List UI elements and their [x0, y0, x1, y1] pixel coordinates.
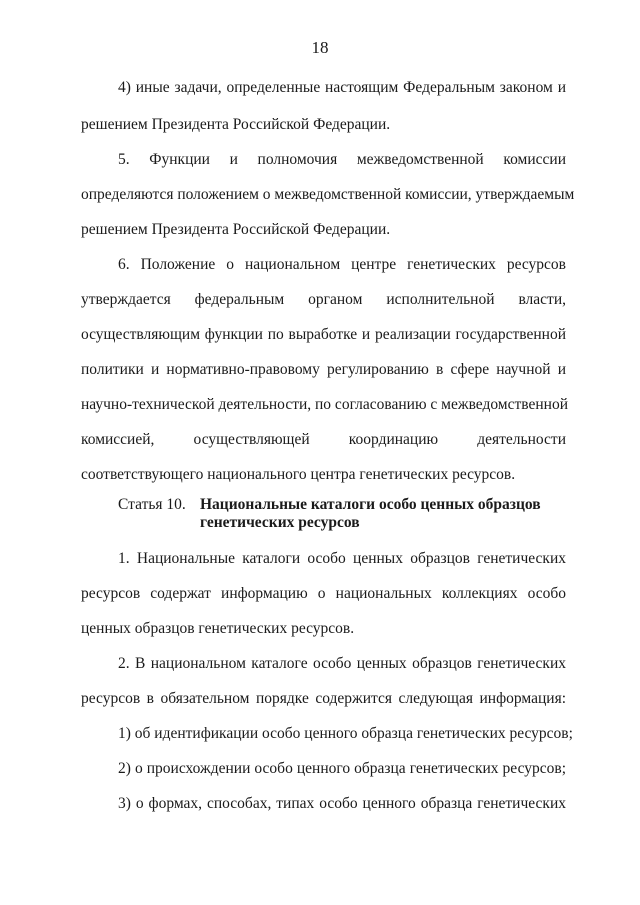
paragraph-line: определяются положением о межведомственной комиссии, утверждаемым	[81, 186, 575, 203]
paragraph-line: 6. Положение о национальном центре генетических ресурсов	[118, 256, 566, 273]
paragraph-line: ценных образцов генетических ресурсов.	[81, 620, 355, 637]
paragraph-line: политики и нормативно-правовому регулированию в сфере научной и	[81, 361, 566, 378]
paragraph-line: научно-технической деятельности, по согласованию с межведомственной	[81, 396, 569, 413]
paragraph-line: 4) иные задачи, определенные настоящим Федеральным законом и	[118, 79, 566, 96]
article-label: Статья 10.	[118, 496, 186, 513]
article-title: Национальные каталоги особо ценных образцов генетических ресурсов	[200, 496, 541, 531]
list-item: 2) о происхождении особо ценного образца генетических ресурсов;	[118, 760, 566, 777]
paragraph-line: ресурсов в обязательном порядке содержится следующая информация:	[81, 690, 566, 707]
list-item: 3) о формах, способах, типах особо ценного образца генетических	[118, 795, 566, 812]
paragraph-line: 2. В национальном каталоге особо ценных образцов генетических	[118, 655, 566, 672]
paragraph-line: 5. Функции и полномочия межведомственной комиссии	[118, 151, 566, 168]
paragraph-line: ресурсов содержат информацию о национальных коллекциях особо	[81, 585, 566, 602]
paragraph-line: решением Президента Российской Федерации.	[81, 116, 391, 133]
paragraph-line: комиссией, осуществляющей координацию деятельности	[81, 431, 566, 448]
paragraph-line: утверждается федеральным органом исполнительной власти,	[81, 291, 566, 308]
paragraph-line: решением Президента Российской Федерации.	[81, 221, 391, 238]
paragraph-line: 1. Национальные каталоги особо ценных образцов генетических	[118, 550, 566, 567]
paragraph-line: осуществляющим функции по выработке и реализации государственной	[81, 326, 566, 343]
paragraph-line: соответствующего национального центра генетических ресурсов.	[81, 466, 516, 483]
page-number: 18	[311, 38, 329, 57]
list-item: 1) об идентификации особо ценного образца генетических ресурсов;	[118, 725, 573, 742]
